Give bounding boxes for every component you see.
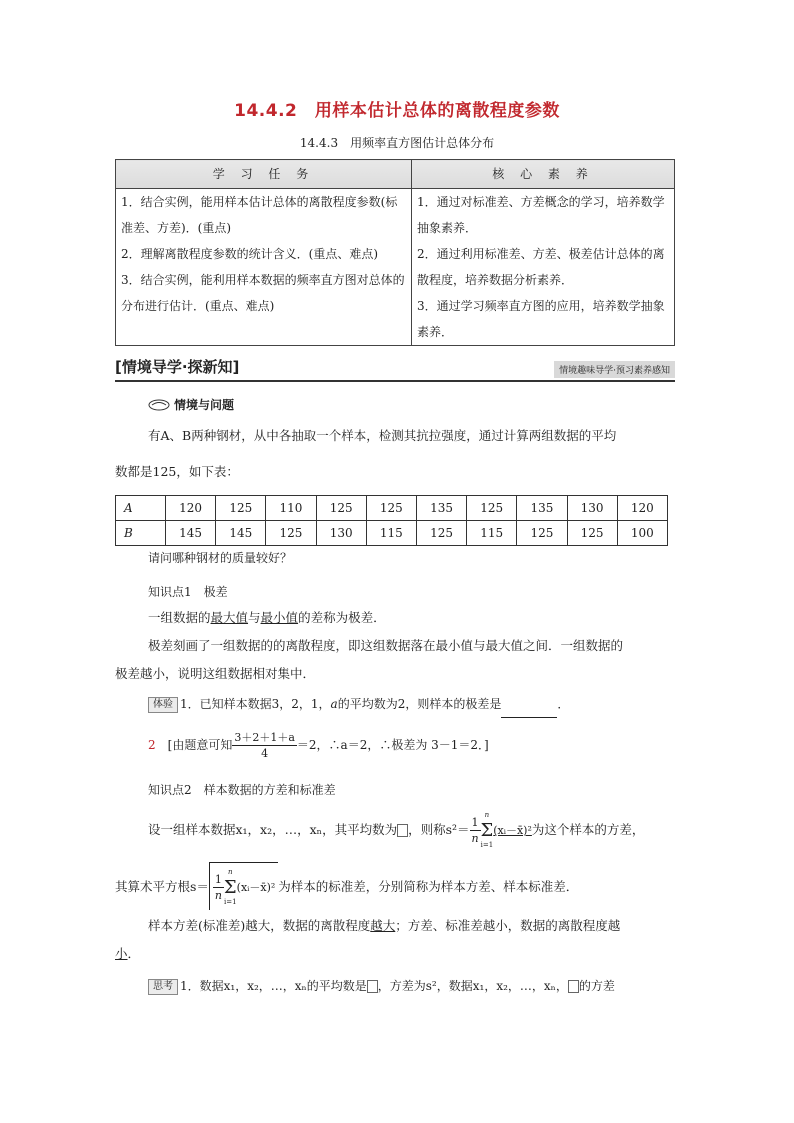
text: 的平均数为2，则样本的极差是 xyxy=(337,697,502,711)
page-subtitle: 14.4.3 用频率直方图估计总体分布 xyxy=(299,136,495,150)
table-cell: 125 xyxy=(467,496,517,521)
underlined-term: 越大 xyxy=(370,918,396,933)
kp2-variance-line xyxy=(148,808,678,853)
sum-top: n xyxy=(228,868,233,876)
section-header xyxy=(115,356,675,382)
sum-term: (xᵢ－x̄)² xyxy=(236,881,276,894)
goals-right-cell: 1．通过对标准差、方差概念的学习，培养数学抽象素养． 2．通过利用标准差、方差、极差估计总体的离散程度，培养数据分析素养． 3．通过学习频率直方图的应用，培养数学抽象素养． xyxy=(412,189,675,346)
situation-intro-2: 数都是125，如下表： xyxy=(115,464,239,479)
text: 为这个样本的方差， xyxy=(531,822,645,837)
kp1-desc-2: 极差越小，说明这组数据相对集中． xyxy=(115,666,316,681)
table-row xyxy=(116,521,668,546)
fraction xyxy=(213,872,224,903)
text: ；方差、标准差越小，数据的离散程度越 xyxy=(395,918,621,933)
situation-question: 请问哪种钢材的质量较好？ xyxy=(148,551,293,565)
text: [由题意可知 xyxy=(167,738,233,752)
table-cell: 145 xyxy=(216,521,266,546)
text: 的差称为极差． xyxy=(298,610,386,625)
kp1-heading: 知识点1 极差 xyxy=(148,585,228,599)
text: 1．已知样本数据3，2，1， xyxy=(180,697,331,711)
underlined-term: 小 xyxy=(115,946,128,961)
table-cell: 125 xyxy=(517,521,567,546)
table-cell: 135 xyxy=(416,496,466,521)
page-title: 14.4.2 用样本估计总体的离散程度参数 xyxy=(234,101,560,121)
table-cell: 125 xyxy=(416,521,466,546)
kp1-solution xyxy=(148,730,678,761)
exercise-tag: 体验 xyxy=(148,697,178,713)
table-cell: 125 xyxy=(366,496,416,521)
sum-bottom: i=1 xyxy=(224,898,237,906)
think-tag: 思考 xyxy=(148,979,178,995)
mean-symbol xyxy=(397,824,408,837)
kp2-desc-2 xyxy=(115,940,680,968)
denominator: n xyxy=(214,889,222,902)
text: 设一组样本数据x₁，x₂，…，xₙ，其平均数为 xyxy=(148,822,398,837)
radical xyxy=(209,862,278,910)
table-cell: 125 xyxy=(266,521,316,546)
kp1-desc-1: 极差刻画了一组数据的的离散程度，即这组数据落在最小值与最大值之间．一组数据的 xyxy=(148,638,624,653)
goals-head-right: 核 心 素 养 xyxy=(412,160,675,189)
situation-heading xyxy=(148,396,234,413)
text: ． xyxy=(127,946,141,961)
numerator: 1 xyxy=(214,873,222,886)
text: 与 xyxy=(248,610,261,625)
sum-bottom: i=1 xyxy=(480,841,494,849)
situation-label: 情境与问题 xyxy=(174,398,235,412)
fraction xyxy=(232,730,297,761)
row-label: B xyxy=(116,521,166,546)
table-row xyxy=(116,496,668,521)
table-cell: 120 xyxy=(617,496,667,521)
table-cell: 100 xyxy=(617,521,667,546)
variable: a xyxy=(330,697,338,711)
text: 其算术平方根s＝ xyxy=(115,879,209,894)
mean-symbol xyxy=(367,980,378,993)
kp2-heading: 知识点2 样本数据的方差和标准差 xyxy=(148,783,336,797)
table-cell: 125 xyxy=(316,496,366,521)
answer: 2 xyxy=(148,738,156,752)
sum-top: n xyxy=(484,811,490,819)
underlined-term: 最小值 xyxy=(260,610,299,625)
denominator: n xyxy=(471,832,479,845)
table-cell: 120 xyxy=(166,496,216,521)
fraction xyxy=(470,815,481,846)
sum-symbol: n Σ i=1 xyxy=(224,865,237,910)
text: 样本方差(标准差)越大，数据的离散程度 xyxy=(148,918,371,933)
table-cell: 110 xyxy=(266,496,316,521)
text: ，则称s²＝ xyxy=(408,822,470,837)
kp2-std-line xyxy=(115,862,680,910)
table-cell: 145 xyxy=(166,521,216,546)
numerator: 1 xyxy=(471,816,479,829)
situation-intro-1: 有A、B两种钢材，从中各抽取一个样本，检测其抗拉强度，通过计算两组数据的平均 xyxy=(148,428,617,443)
sum-symbol: n Σ i=1 xyxy=(481,808,494,853)
table-cell: 125 xyxy=(216,496,266,521)
steel-data-table xyxy=(115,495,668,546)
sum-term: (xᵢ－x̄)² xyxy=(493,824,532,837)
handshake-icon xyxy=(148,399,170,411)
section-title: [情境导学·探新知] xyxy=(115,358,240,376)
row-label: A xyxy=(116,496,166,521)
table-cell: 130 xyxy=(316,521,366,546)
mean-symbol xyxy=(568,980,579,993)
denominator: 4 xyxy=(261,747,269,760)
section-tag: 情境趣味导学·预习素养感知 xyxy=(554,361,675,378)
table-cell: 115 xyxy=(467,521,517,546)
table-cell: 130 xyxy=(567,496,617,521)
kp1-exercise: 体验 1．已知样本数据3，2，1，a的平均数为2，则样本的极差是 ． xyxy=(148,690,678,718)
text: 1．数据x₁，x₂，…，xₙ的平均数是 xyxy=(180,979,367,993)
kp1-definition xyxy=(148,604,678,632)
kp2-think xyxy=(148,972,678,1000)
kp2-desc-1 xyxy=(148,912,678,940)
table-cell: 135 xyxy=(517,496,567,521)
table-cell: 125 xyxy=(567,521,617,546)
text: ＝2，∴a＝2，∴极差为 3－1＝2．] xyxy=(296,738,489,752)
goals-left-cell: 1．结合实例，能用样本估计总体的离散程度参数(标准差、方差)．(重点) 2．理解离散程度参数的统计含义．(重点、难点) 3．结合实例，能利用样本数据的频率直方图对总体的分布进行估计．(重点、难点) xyxy=(116,189,412,346)
learning-goals-table xyxy=(115,159,675,346)
underlined-term: 最大值 xyxy=(210,610,249,625)
table-cell: 115 xyxy=(366,521,416,546)
text: 一组数据的 xyxy=(148,610,211,625)
text: 为样本的标准差，分别简称为样本方差、样本标准差． xyxy=(278,879,579,894)
goals-head-left: 学 习 任 务 xyxy=(116,160,412,189)
answer-blank xyxy=(501,703,557,718)
numerator: 3＋2＋1＋a xyxy=(234,731,295,744)
text: 的方差 xyxy=(578,979,615,993)
text: ，方差为s²，数据x₁，x₂，…，xₙ， xyxy=(377,979,568,993)
